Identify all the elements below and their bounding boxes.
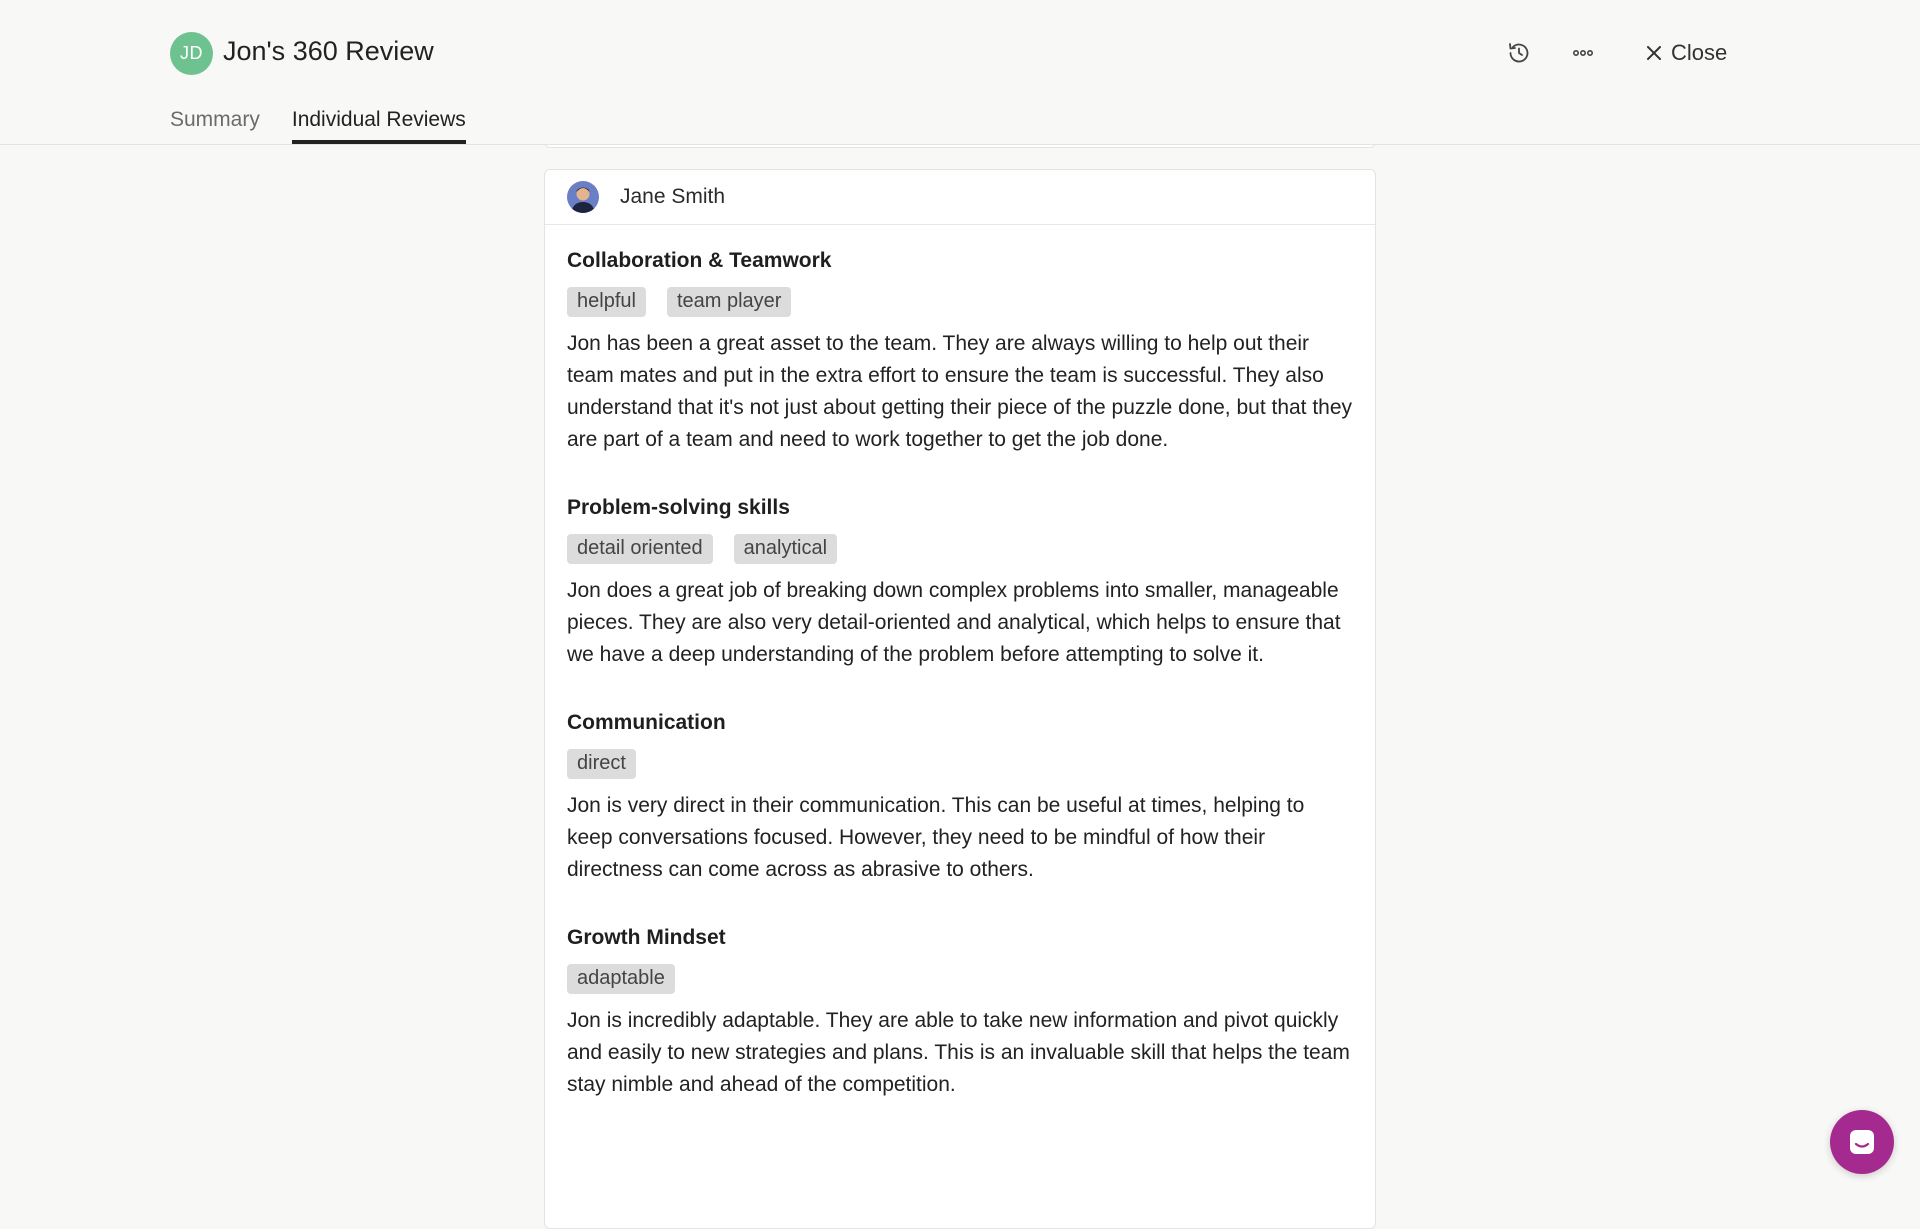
section-text: Jon is very direct in their communication. This can be useful at times, helping to keep conversations focused. However, they need to be mindful of how their directness can come across as abrasive to others. xyxy=(567,794,1305,881)
chat-launcher-button[interactable] xyxy=(1830,1110,1894,1174)
tag: detail oriented xyxy=(567,534,713,564)
review-section-growth-mindset xyxy=(567,926,1353,1101)
tab-bar xyxy=(170,108,466,144)
review-body xyxy=(545,225,1375,1101)
reviewer-header xyxy=(545,170,1375,225)
tag-list xyxy=(567,534,1353,564)
user-avatar: JD xyxy=(170,32,213,75)
tag: direct xyxy=(567,749,636,779)
section-title: Growth Mindset xyxy=(567,926,726,949)
more-options-button[interactable] xyxy=(1566,36,1600,70)
close-button[interactable] xyxy=(1645,36,1727,70)
chat-icon xyxy=(1847,1127,1877,1157)
page-header xyxy=(0,0,1920,145)
section-title: Problem-solving skills xyxy=(567,496,790,519)
review-card xyxy=(544,169,1376,1229)
tag: analytical xyxy=(734,534,837,564)
tag: adaptable xyxy=(567,964,675,994)
close-label: Close xyxy=(1671,40,1728,65)
section-title: Collaboration & Teamwork xyxy=(567,249,832,272)
tag: helpful xyxy=(567,287,646,317)
history-icon xyxy=(1507,41,1531,65)
close-icon xyxy=(1645,44,1663,62)
review-section-problem-solving xyxy=(567,496,1353,671)
tag-list xyxy=(567,749,1353,779)
review-section-collaboration xyxy=(567,249,1353,456)
reviewer-avatar xyxy=(567,181,599,213)
tag-list xyxy=(567,287,1353,317)
tab-summary[interactable]: Summary xyxy=(170,108,260,131)
section-text: Jon is incredibly adaptable. They are able to take new information and pivot quickly and easily to new strategies and plans. This is an invaluable skill that helps the team stay nimble and ahead of the competition. xyxy=(567,1009,1350,1096)
reviewer-name: Jane Smith xyxy=(620,185,726,208)
more-icon xyxy=(1571,41,1595,65)
tag-list xyxy=(567,964,1353,994)
section-title: Communication xyxy=(567,711,726,734)
tab-individual-reviews[interactable]: Individual Reviews xyxy=(292,108,466,144)
page-title: Jon's 360 Review xyxy=(223,36,434,66)
history-button[interactable] xyxy=(1502,36,1536,70)
tag: team player xyxy=(667,287,792,317)
review-section-communication xyxy=(567,711,1353,886)
section-text: Jon does a great job of breaking down complex problems into smaller, manageable pieces. They are also very detail-oriented and analytical, which helps to ensure that we have a deep understanding of the problem before attempting to solve it. xyxy=(567,579,1341,666)
section-text: Jon has been a great asset to the team. They are always willing to help out their team mates and put in the extra effort to ensure the team is successful. They also understand that it's not just about getting their piece of the puzzle done, but that they are part of a team and need to work together to get the job done. xyxy=(567,332,1353,451)
